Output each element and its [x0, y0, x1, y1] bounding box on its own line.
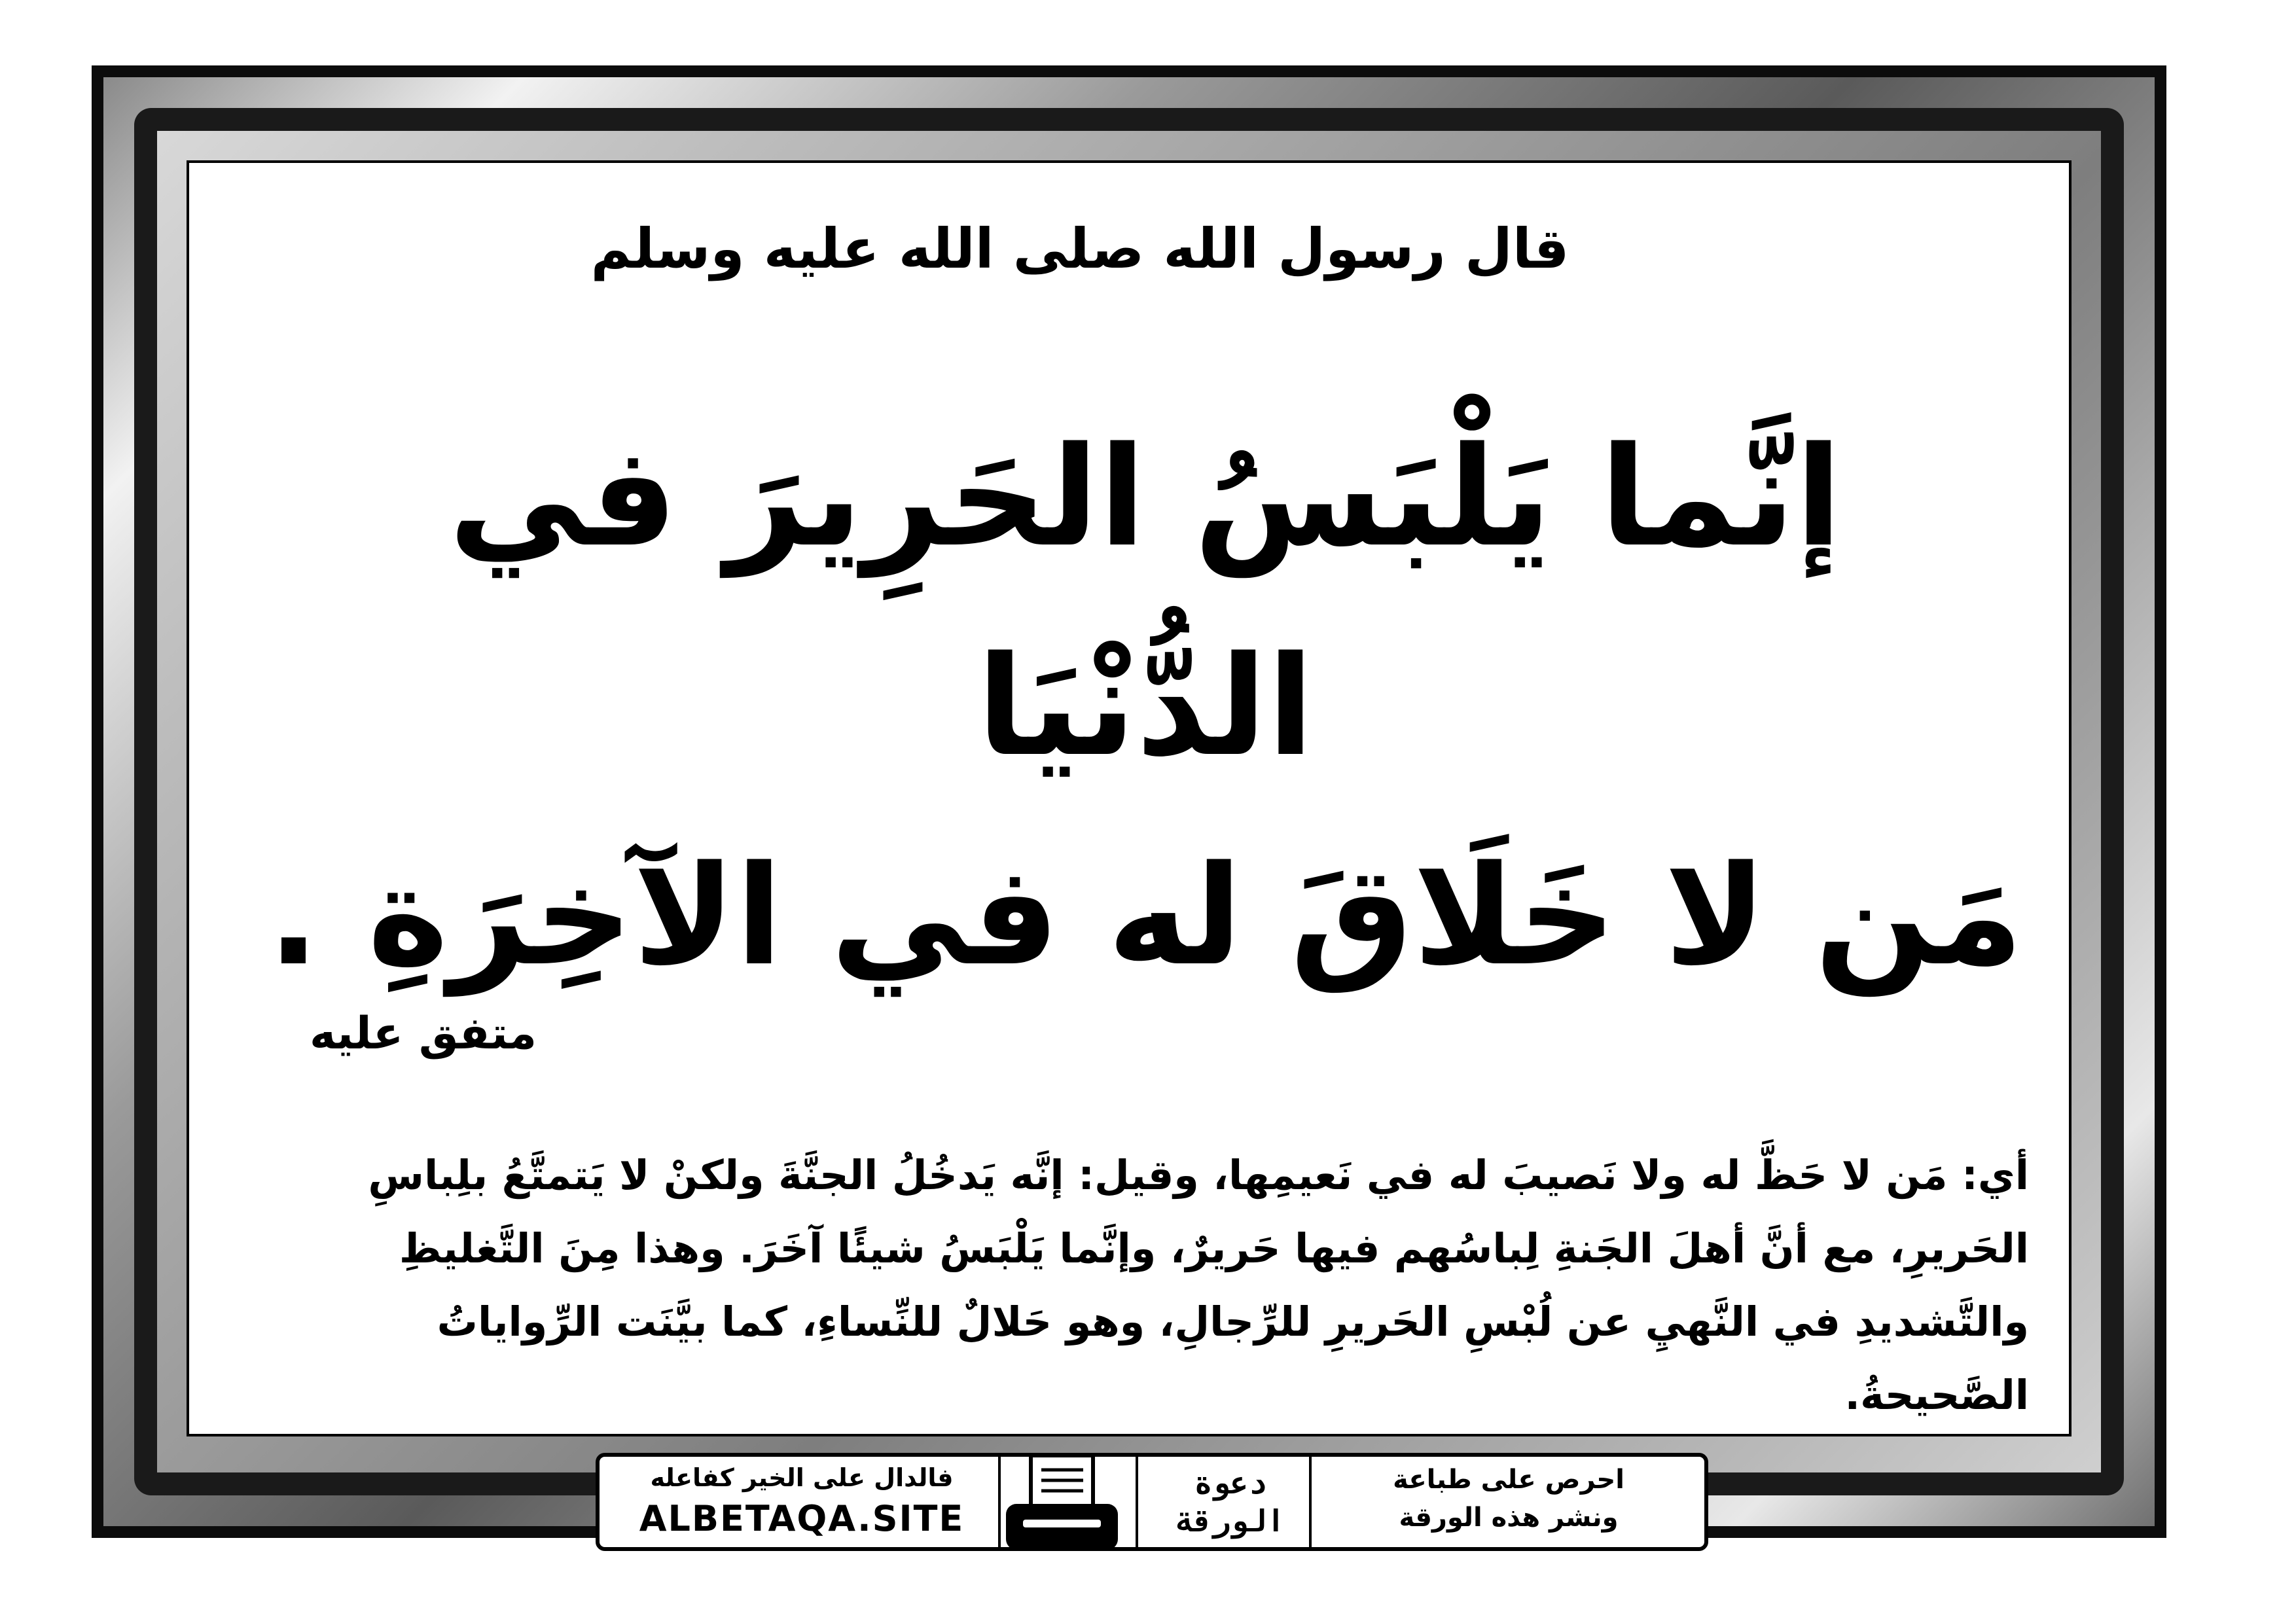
- hadith-source: متفق عليه: [310, 1008, 537, 1060]
- footer-print-line-1: احرص على طباعة: [1393, 1465, 1624, 1495]
- footer-divider: [1136, 1457, 1138, 1547]
- header-text: قال رسول الله صلى الله عليه وسلم: [590, 217, 1570, 281]
- hadith-text: [262, 393, 2029, 1021]
- logo-word-top: دعوة: [1194, 1465, 1267, 1501]
- logo-word-bottom: الورقة: [1175, 1503, 1285, 1539]
- footer-motto: فالدال على الخير كفاعله: [650, 1463, 954, 1492]
- footer-print-line-2: ونشر هذه الورقة: [1399, 1503, 1619, 1533]
- footer-site-link[interactable]: ALBETAQA.SITE: [639, 1498, 965, 1539]
- hadith-line-1: إنَّما يَلْبَسُ الحَرِيرَ في الدُّنْيَا: [448, 417, 1842, 787]
- footer-print-notice: [1316, 1461, 1702, 1543]
- dawat-alwaraqa-logo: [1172, 1457, 1289, 1547]
- footer-divider: [1309, 1457, 1312, 1547]
- footer-site-block: [602, 1459, 1001, 1544]
- hadith-line-2: مَن لا خَلَاقَ له في الآخِرَةِ .: [267, 836, 2024, 996]
- explanation-paragraph: أي: مَن لا حَظَّ له ولا نَصيبَ له في نَعيمِها، وقيل: إنَّه يَدخُلُ الجنَّةَ ولكنْ لا يَتمتَّعُ بلِباسِ الحَريرِ، مع أنَّ أهلَ الجَنةِ لِباسُهم فيها حَريرٌ، وإنَّما يَلْبَسُ شيئًا آخَرَ. وهذا مِنَ التَّغليظِ والتَّشديدِ في النَّهيِ عن لُبْسِ الحَريرِ للرِّجالِ، وهو حَلالٌ للنِّساءِ، كما بيَّنَت الرِّواياتُ الصَّحيحةُ.: [368, 1151, 2029, 1419]
- printer-icon: [998, 1452, 1126, 1555]
